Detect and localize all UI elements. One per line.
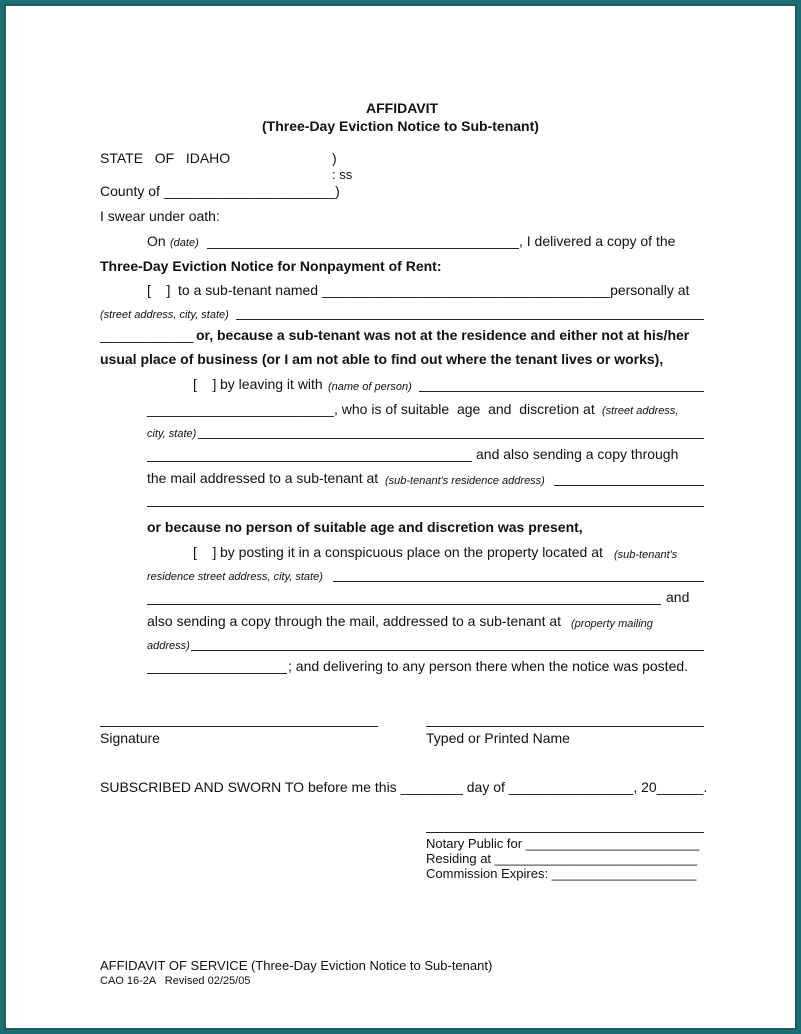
venue-paren: ) (332, 150, 337, 166)
option2-line2-blank: ________________________ (147, 401, 334, 417)
option3-intro: or because no person of suitable age and discretion was present, (147, 519, 583, 535)
option3-line5-hint: address) (147, 640, 190, 652)
option2-name-field[interactable] (419, 391, 704, 392)
option2-mail-field[interactable] (554, 485, 704, 486)
document-title: AFFIDAVIT (366, 100, 439, 116)
option3-address-field-2[interactable] (147, 604, 661, 605)
option1-line3: usual place of business (or I am not able to find out where the tenant lives or works), (100, 351, 664, 367)
notary-public-line: Notary Public for ________________________ (426, 836, 700, 851)
option2-line5-text: the mail addressed to a sub-tenant at (147, 470, 379, 486)
notary-residing-line: Residing at ____________________________ (426, 851, 698, 866)
option2-mail-field-2[interactable] (147, 506, 704, 507)
notice-title: Three-Day Eviction Notice for Nonpayment of Rent: (100, 258, 442, 274)
notary-signature-field[interactable] (426, 832, 704, 833)
notary-expires-line: Commission Expires: ____________________ (426, 866, 697, 881)
option3-checkbox[interactable]: [ ] (193, 544, 217, 560)
option3-address-field[interactable] (333, 581, 704, 582)
venue-ss: : ss (332, 167, 353, 182)
venue-state: STATE OF IDAHO (100, 150, 231, 166)
option3-last-text: ; and delivering to any person there when the notice was posted. (288, 658, 689, 674)
option2-line4-tail: and also sending a copy through (476, 446, 679, 462)
option1-address-field[interactable] (236, 319, 704, 320)
option1-checkbox[interactable]: [ ] (147, 282, 171, 298)
option1-address-hint: (street address, city, state) (100, 309, 229, 321)
signature-field[interactable] (100, 726, 378, 727)
date-hint: (date) (170, 237, 199, 249)
footer-code: CAO 16-2A Revised 02/25/05 (100, 975, 251, 987)
signature-label: Signature (100, 730, 160, 746)
option1-text: to a sub-tenant named _____________________________________personally at (178, 282, 690, 298)
option2-address-field[interactable] (198, 438, 704, 439)
option2-text: by leaving it with (220, 376, 323, 392)
option3-text: by posting it in a conspicuous place on the property located at (220, 544, 603, 560)
option3-mail-field[interactable] (191, 650, 704, 651)
option2-line5-hint: (sub-tenant's residence address) (385, 475, 545, 487)
option2-line3-hint: city, state) (147, 428, 197, 440)
option3-mail-field-2[interactable] (147, 673, 287, 674)
document-subtitle: (Three-Day Eviction Notice to Sub-tenant) (262, 118, 539, 134)
footer-title: AFFIDAVIT OF SERVICE (Three-Day Eviction Notice to Sub-tenant) (100, 958, 493, 973)
printed-name-label: Typed or Printed Name (426, 730, 570, 746)
sworn-line: SUBSCRIBED AND SWORN TO before me this ________ day of ________________, 20______. (100, 779, 708, 795)
on-label: On (147, 233, 166, 249)
date-field[interactable] (207, 248, 519, 249)
on-tail: , I delivered a copy of the (519, 233, 676, 249)
document-page (4, 4, 797, 1030)
venue-county: County of ______________________) (100, 183, 340, 199)
option2-line2-text: , who is of suitable age and discretion at (334, 401, 595, 417)
option3-and: and (666, 589, 690, 605)
option2-checkbox[interactable]: [ ] (193, 376, 217, 392)
option2-address-field-2[interactable] (147, 461, 472, 462)
option3-line4-hint: (property mailing (571, 618, 653, 630)
option3-hint1: (sub-tenant's (614, 549, 678, 561)
option2-line2-hint: (street address, (602, 405, 679, 417)
option3-line4-text: also sending a copy through the mail, addressed to a sub-tenant at (147, 613, 562, 629)
option3-hint2: residence street address, city, state) (147, 571, 323, 583)
option1-line2-blank: ____________ (100, 327, 194, 343)
option2-name-hint: (name of person) (328, 381, 412, 393)
printed-name-field[interactable] (426, 726, 704, 727)
option1-line2-text: or, because a sub-tenant was not at the residence and either not at his/her (196, 327, 690, 343)
oath-line: I swear under oath: (100, 208, 220, 224)
